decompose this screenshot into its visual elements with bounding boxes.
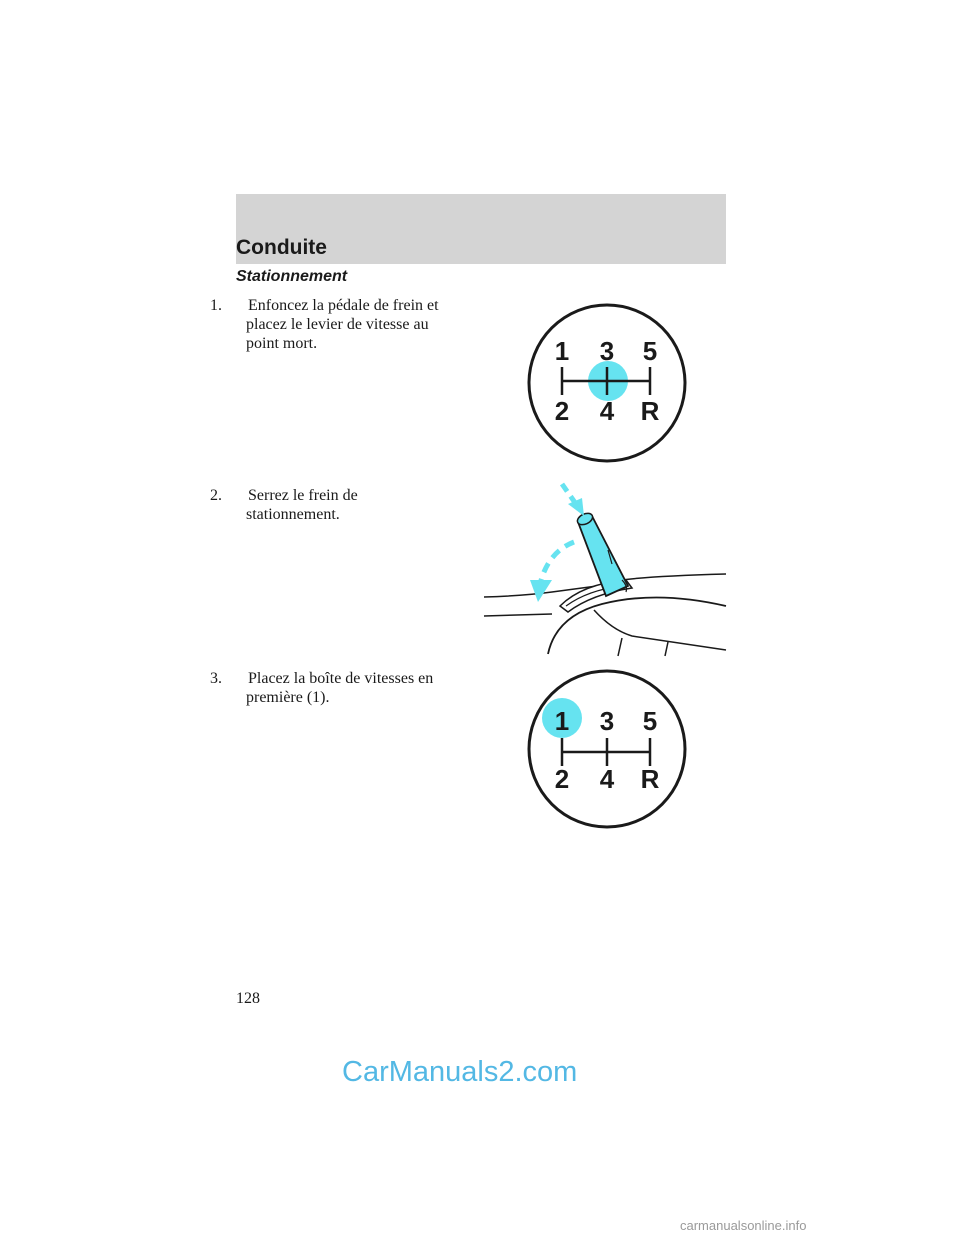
step-line bbox=[210, 296, 473, 315]
gear-label: R bbox=[640, 396, 660, 426]
gear-label: 3 bbox=[599, 336, 615, 366]
step-3 bbox=[210, 669, 473, 707]
step-text: point mort. bbox=[246, 335, 318, 352]
gear-label: 5 bbox=[642, 336, 658, 366]
gear-label: 1 bbox=[554, 336, 570, 366]
gear-label: 5 bbox=[642, 706, 658, 736]
gear-label: 3 bbox=[599, 706, 615, 736]
step-text: première (1). bbox=[246, 689, 330, 706]
gear-label: 2 bbox=[554, 764, 570, 794]
step-text: Enfoncez la pédale de frein et bbox=[248, 297, 439, 314]
step-text: Placez la boîte de vitesses en bbox=[248, 670, 434, 687]
page-number: 128 bbox=[236, 990, 260, 1007]
section-title: Stationnement bbox=[236, 268, 348, 285]
step-text: placez le levier de vitesse au bbox=[246, 316, 429, 333]
shift-pattern-first-diagram bbox=[526, 668, 688, 830]
gear-label: 4 bbox=[599, 396, 615, 426]
step-1 bbox=[210, 296, 473, 353]
parking-brake-lever-icon bbox=[482, 480, 728, 658]
page-title: Conduite bbox=[236, 236, 327, 259]
gear-label: 4 bbox=[599, 764, 615, 794]
gear-label: 1 bbox=[554, 706, 570, 736]
shift-pattern-neutral-diagram bbox=[526, 302, 688, 464]
step-line bbox=[210, 669, 473, 688]
step-text: Serrez le frein de bbox=[248, 487, 358, 504]
step-number: 1. bbox=[210, 297, 222, 314]
step-line bbox=[210, 486, 473, 505]
watermark-link[interactable]: CarManuals2.com bbox=[342, 1056, 578, 1088]
gear-label: 2 bbox=[554, 396, 570, 426]
step-number: 3. bbox=[210, 670, 222, 687]
step-number: 2. bbox=[210, 487, 222, 504]
step-text: stationnement. bbox=[246, 506, 340, 523]
gear-label: R bbox=[640, 764, 660, 794]
step-2 bbox=[210, 486, 473, 524]
footer-link[interactable]: carmanualsonline.info bbox=[680, 1218, 807, 1233]
